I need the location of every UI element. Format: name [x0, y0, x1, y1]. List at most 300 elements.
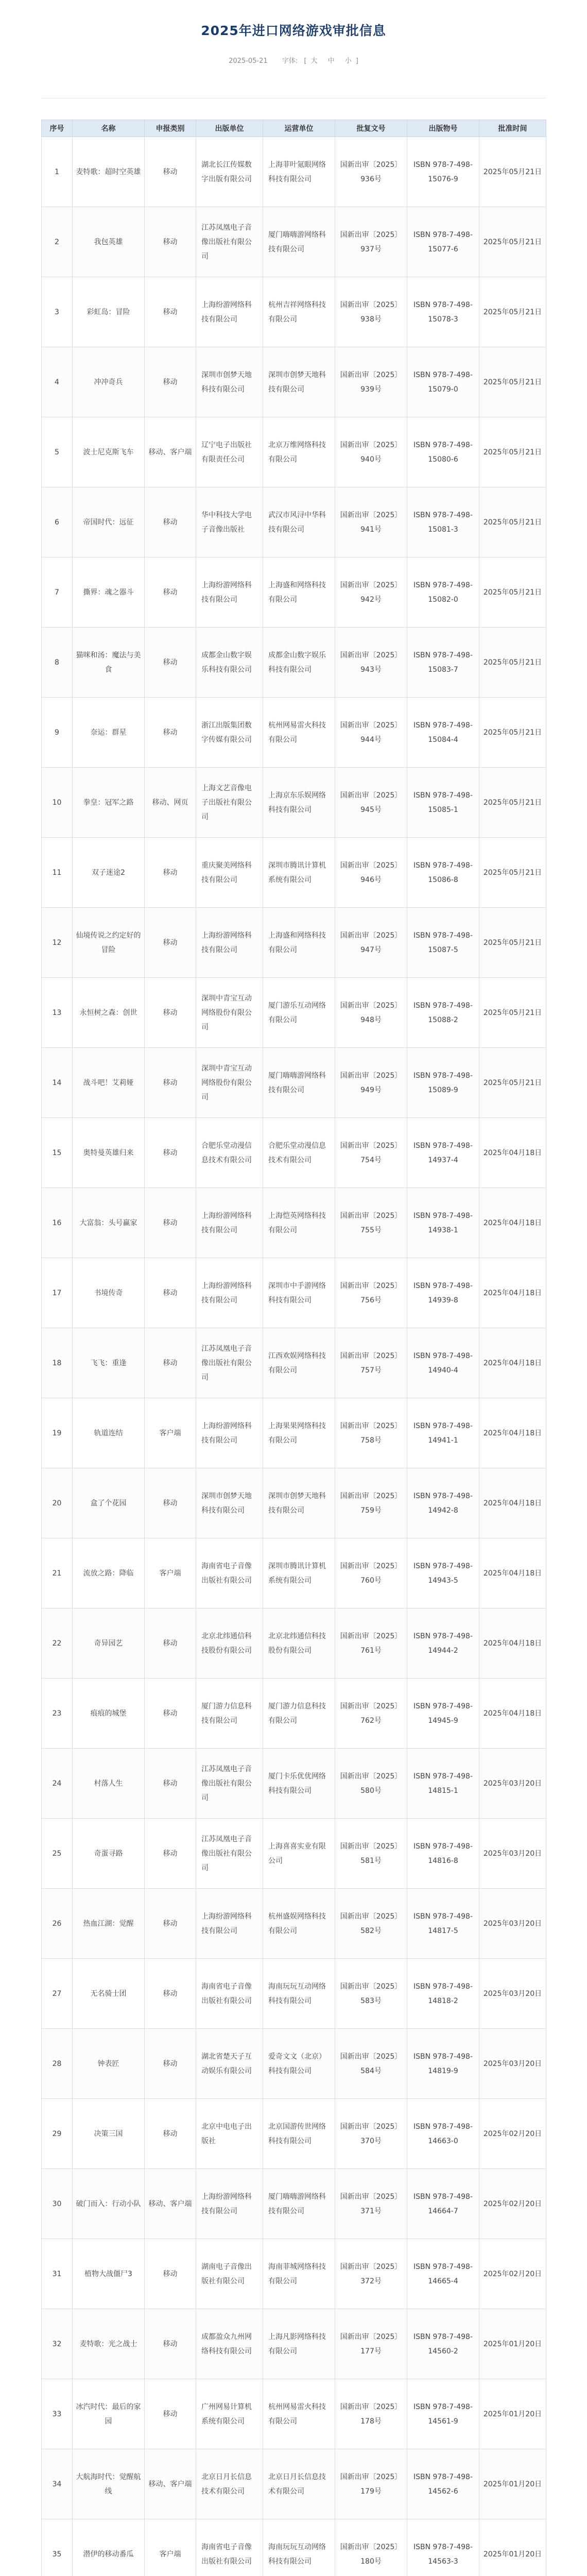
cell-operator: 杭州盛娱网络科技有限公司 [263, 1889, 335, 1959]
table-row [42, 487, 546, 557]
cell-approval-no: 国新出审〔2025〕179号 [335, 2449, 407, 2519]
cell-category: 移动 [145, 557, 196, 628]
cell-publisher: 北京北纬通信科技股份有限公司 [196, 1608, 263, 1679]
cell-operator: 上海凡影网络科技有限公司 [263, 2309, 335, 2379]
cell-date: 2025年05月21日 [479, 698, 546, 768]
cell-name: 猫咪和汤：魔法与美食 [73, 628, 145, 698]
cell-date: 2025年05月21日 [479, 487, 546, 557]
cell-date: 2025年03月20日 [479, 2029, 546, 2099]
cell-category: 移动 [145, 1679, 196, 1749]
cell-operator: 上海京东乐娱网络科技有限公司 [263, 768, 335, 838]
cell-category: 移动 [145, 137, 196, 207]
cell-isbn: ISBN 978-7-498-15089-9 [407, 1048, 479, 1118]
table-row [42, 1118, 546, 1188]
cell-isbn: ISBN 978-7-498-14665-4 [407, 2239, 479, 2309]
cell-isbn: ISBN 978-7-498-14560-2 [407, 2309, 479, 2379]
cell-publisher: 江苏凤凰电子音像出版社有限公司 [196, 207, 263, 277]
cell-publisher: 江苏凤凰电子音像出版社有限公司 [196, 1328, 263, 1398]
cell-index: 7 [42, 557, 73, 628]
cell-date: 2025年01月20日 [479, 2309, 546, 2379]
cell-index: 23 [42, 1679, 73, 1749]
cell-name: 盒了个花园 [73, 1468, 145, 1538]
table-row [42, 2029, 546, 2099]
cell-operator: 海南玩玩互动网络科技有限公司 [263, 1959, 335, 2029]
cell-approval-no: 国新出审〔2025〕760号 [335, 1538, 407, 1608]
cell-approval-no: 国新出审〔2025〕941号 [335, 487, 407, 557]
cell-date: 2025年02月20日 [479, 2239, 546, 2309]
cell-index: 34 [42, 2449, 73, 2519]
cell-approval-no: 国新出审〔2025〕756号 [335, 1258, 407, 1328]
table-row [42, 768, 546, 838]
cell-publisher: 辽宁电子出版社有限责任公司 [196, 417, 263, 487]
cell-isbn: ISBN 978-7-498-14562-6 [407, 2449, 479, 2519]
cell-operator: 深圳市腾讯计算机系统有限公司 [263, 1538, 335, 1608]
cell-operator: 厦门嗨嗨游网络科技有限公司 [263, 2169, 335, 2239]
cell-isbn: ISBN 978-7-498-15079-0 [407, 347, 479, 417]
cell-name: 我包英雄 [73, 207, 145, 277]
table-row [42, 838, 546, 908]
cell-date: 2025年01月20日 [479, 2379, 546, 2449]
cell-date: 2025年04月18日 [479, 1118, 546, 1188]
cell-operator: 深圳市中手游网络科技有限公司 [263, 1258, 335, 1328]
cell-name: 热血江湖：觉醒 [73, 1889, 145, 1959]
cell-operator: 厦门卡乐优优网络科技有限公司 [263, 1749, 335, 1819]
cell-name: 痕痕的城堡 [73, 1679, 145, 1749]
cell-approval-no: 国新出审〔2025〕946号 [335, 838, 407, 908]
cell-publisher: 浙江出版集团数字传媒有限公司 [196, 698, 263, 768]
cell-category: 移动 [145, 2099, 196, 2169]
cell-index: 28 [42, 2029, 73, 2099]
cell-name: 大航海时代：觉醒航线 [73, 2449, 145, 2519]
cell-index: 4 [42, 347, 73, 417]
cell-publisher: 上海纷游网络科技有限公司 [196, 2169, 263, 2239]
table-row [42, 978, 546, 1048]
cell-index: 10 [42, 768, 73, 838]
article-meta [0, 52, 587, 71]
cell-category: 移动 [145, 1819, 196, 1889]
cell-category: 移动 [145, 838, 196, 908]
cell-date: 2025年01月20日 [479, 2519, 546, 2576]
cell-category: 移动 [145, 1258, 196, 1328]
cell-date: 2025年04月18日 [479, 1468, 546, 1538]
cell-approval-no: 国新出审〔2025〕757号 [335, 1328, 407, 1398]
cell-publisher: 江苏凤凰电子音像出版社有限公司 [196, 1819, 263, 1889]
cell-index: 17 [42, 1258, 73, 1328]
table-row [42, 1889, 546, 1959]
cell-isbn: ISBN 978-7-498-15086-8 [407, 838, 479, 908]
cell-publisher: 海南省电子音像出版社有限公司 [196, 2519, 263, 2576]
cell-name: 撕界：魂之器斗 [73, 557, 145, 628]
cell-isbn: ISBN 978-7-498-14816-8 [407, 1819, 479, 1889]
cell-index: 24 [42, 1749, 73, 1819]
cell-name: 流放之路：降临 [73, 1538, 145, 1608]
cell-publisher: 江苏凤凰电子音像出版社有限公司 [196, 1749, 263, 1819]
cell-category: 移动 [145, 1468, 196, 1538]
font-size-label: 字体: [282, 57, 298, 65]
cell-approval-no: 国新出审〔2025〕755号 [335, 1188, 407, 1258]
cell-name: 麦特歌：光之战士 [73, 2309, 145, 2379]
cell-name: 书境传奇 [73, 1258, 145, 1328]
cell-operator: 厦门嗨嗨游网络科技有限公司 [263, 207, 335, 277]
cell-date: 2025年04月18日 [479, 1258, 546, 1328]
header-approval-no: 批复文号 [335, 120, 407, 137]
cell-date: 2025年03月20日 [479, 1819, 546, 1889]
cell-name: 破门而入：行动小队 [73, 2169, 145, 2239]
cell-operator: 北京国游传世网络科技有限公司 [263, 2099, 335, 2169]
publish-date: 2025-05-21 [229, 57, 268, 65]
cell-operator: 北京日月长信息技术有限公司 [263, 2449, 335, 2519]
cell-index: 13 [42, 978, 73, 1048]
font-size-medium[interactable]: 中 [327, 57, 335, 65]
cell-date: 2025年05月21日 [479, 838, 546, 908]
cell-isbn: ISBN 978-7-498-14561-9 [407, 2379, 479, 2449]
table-row [42, 417, 546, 487]
cell-operator: 厦门游力信息科技有限公司 [263, 1679, 335, 1749]
cell-category: 客户端 [145, 1538, 196, 1608]
cell-publisher: 深圳中青宝互动网络股份有限公司 [196, 1048, 263, 1118]
cell-approval-no: 国新出审〔2025〕944号 [335, 698, 407, 768]
cell-category: 移动 [145, 207, 196, 277]
cell-category: 移动 [145, 978, 196, 1048]
cell-publisher: 深圳市创梦天地科技有限公司 [196, 347, 263, 417]
table-row [42, 1608, 546, 1679]
header-date: 批准时间 [479, 120, 546, 137]
cell-approval-no: 国新出审〔2025〕754号 [335, 1118, 407, 1188]
cell-operator: 杭州网易雷火科技有限公司 [263, 698, 335, 768]
cell-category: 移动、客户端 [145, 2449, 196, 2519]
table-row [42, 1819, 546, 1889]
cell-publisher: 成都金山数字娱乐科技有限公司 [196, 628, 263, 698]
table-row [42, 2239, 546, 2309]
cell-index: 21 [42, 1538, 73, 1608]
table-row [42, 207, 546, 277]
cell-date: 2025年04月18日 [479, 1538, 546, 1608]
cell-index: 6 [42, 487, 73, 557]
cell-index: 5 [42, 417, 73, 487]
cell-publisher: 湖北长江传媒数字出版有限公司 [196, 137, 263, 207]
cell-index: 35 [42, 2519, 73, 2576]
table-row [42, 1538, 546, 1608]
table-row [42, 1048, 546, 1118]
cell-name: 双子迷途2 [73, 838, 145, 908]
cell-publisher: 深圳市创梦天地科技有限公司 [196, 1468, 263, 1538]
cell-category: 移动 [145, 2379, 196, 2449]
cell-date: 2025年05月21日 [479, 137, 546, 207]
cell-category: 移动 [145, 2239, 196, 2309]
header-operator: 运营单位 [263, 120, 335, 137]
cell-index: 19 [42, 1398, 73, 1468]
cell-name: 钟表匠 [73, 2029, 145, 2099]
cell-category: 移动 [145, 1608, 196, 1679]
cell-operator: 合肥乐堂动漫信息技术有限公司 [263, 1118, 335, 1188]
cell-isbn: ISBN 978-7-498-15082-0 [407, 557, 479, 628]
cell-name: 拳皇：冠军之路 [73, 768, 145, 838]
cell-index: 33 [42, 2379, 73, 2449]
cell-category: 移动 [145, 347, 196, 417]
table-row [42, 2519, 546, 2576]
cell-publisher: 合肥乐堂动漫信息技术有限公司 [196, 1118, 263, 1188]
cell-isbn: ISBN 978-7-498-14817-5 [407, 1889, 479, 1959]
cell-date: 2025年05月21日 [479, 557, 546, 628]
cell-operator: 上海菲叶氪眼网络科技有限公司 [263, 137, 335, 207]
font-size-switcher: 字体: [ 大 中 小 ] [282, 57, 358, 65]
cell-operator: 杭州吉祥网络科技有限公司 [263, 277, 335, 347]
table-body [42, 137, 546, 2576]
cell-isbn: ISBN 978-7-498-14942-8 [407, 1468, 479, 1538]
cell-publisher: 北京中电电子出版社 [196, 2099, 263, 2169]
cell-category: 移动 [145, 628, 196, 698]
cell-index: 32 [42, 2309, 73, 2379]
cell-approval-no: 国新出审〔2025〕936号 [335, 137, 407, 207]
cell-publisher: 上海纷游网络科技有限公司 [196, 1398, 263, 1468]
cell-publisher: 深圳中青宝互动网络股份有限公司 [196, 978, 263, 1048]
cell-name: 植物大战僵尸3 [73, 2239, 145, 2309]
cell-approval-no: 国新出审〔2025〕580号 [335, 1749, 407, 1819]
cell-approval-no: 国新出审〔2025〕180号 [335, 2519, 407, 2576]
cell-approval-no: 国新出审〔2025〕940号 [335, 417, 407, 487]
cell-name: 仙境传说之约定好的冒险 [73, 908, 145, 978]
cell-index: 15 [42, 1118, 73, 1188]
cell-date: 2025年05月21日 [479, 978, 546, 1048]
cell-name: 战斗吧！艾莉娅 [73, 1048, 145, 1118]
cell-index: 30 [42, 2169, 73, 2239]
cell-approval-no: 国新出审〔2025〕943号 [335, 628, 407, 698]
cell-approval-no: 国新出审〔2025〕761号 [335, 1608, 407, 1679]
cell-publisher: 上海纷游网络科技有限公司 [196, 908, 263, 978]
cell-publisher: 北京日月长信息技术有限公司 [196, 2449, 263, 2519]
cell-category: 移动 [145, 1118, 196, 1188]
cell-date: 2025年05月21日 [479, 417, 546, 487]
cell-approval-no: 国新出审〔2025〕937号 [335, 207, 407, 277]
cell-name: 村落人生 [73, 1749, 145, 1819]
cell-isbn: ISBN 978-7-498-14943-5 [407, 1538, 479, 1608]
cell-index: 1 [42, 137, 73, 207]
cell-operator: 厦门游乐互动网络有限公司 [263, 978, 335, 1048]
cell-publisher: 厦门游力信息科技有限公司 [196, 1679, 263, 1749]
cell-name: 决策三国 [73, 2099, 145, 2169]
cell-date: 2025年04月18日 [479, 1328, 546, 1398]
cell-publisher: 上海纷游网络科技有限公司 [196, 557, 263, 628]
cell-isbn: ISBN 978-7-498-14940-4 [407, 1328, 479, 1398]
cell-approval-no: 国新出审〔2025〕178号 [335, 2379, 407, 2449]
table-header-row [42, 120, 546, 137]
cell-isbn: ISBN 978-7-498-15078-3 [407, 277, 479, 347]
table-row [42, 1749, 546, 1819]
cell-date: 2025年02月20日 [479, 2169, 546, 2239]
cell-operator: 深圳市腾讯计算机系统有限公司 [263, 838, 335, 908]
cell-isbn: ISBN 978-7-498-14937-4 [407, 1118, 479, 1188]
cell-category: 移动 [145, 1328, 196, 1398]
cell-isbn: ISBN 978-7-498-14945-9 [407, 1679, 479, 1749]
cell-approval-no: 国新出审〔2025〕938号 [335, 277, 407, 347]
table-row [42, 1398, 546, 1468]
table-row [42, 557, 546, 628]
cell-category: 移动 [145, 908, 196, 978]
approval-table [41, 120, 546, 2576]
table-row [42, 1679, 546, 1749]
cell-index: 3 [42, 277, 73, 347]
cell-approval-no: 国新出审〔2025〕947号 [335, 908, 407, 978]
cell-date: 2025年03月20日 [479, 1889, 546, 1959]
cell-isbn: ISBN 978-7-498-14941-1 [407, 1398, 479, 1468]
cell-isbn: ISBN 978-7-498-14815-1 [407, 1749, 479, 1819]
cell-name: 潜伊的移动番瓜 [73, 2519, 145, 2576]
table-row [42, 1258, 546, 1328]
cell-name: 奇蛋寻路 [73, 1819, 145, 1889]
cell-operator: 海南菲城网络科技有限公司 [263, 2239, 335, 2309]
cell-isbn: ISBN 978-7-498-14938-1 [407, 1188, 479, 1258]
cell-date: 2025年03月20日 [479, 1749, 546, 1819]
cell-publisher: 上海纷游网络科技有限公司 [196, 277, 263, 347]
cell-operator: 爱奇文文（北京）科技有限公司 [263, 2029, 335, 2099]
cell-name: 大富翁：头号赢家 [73, 1188, 145, 1258]
cell-date: 2025年05月21日 [479, 207, 546, 277]
table-row [42, 137, 546, 207]
cell-approval-no: 国新出审〔2025〕584号 [335, 2029, 407, 2099]
cell-publisher: 成都盈众九州网络科技有限公司 [196, 2309, 263, 2379]
header-category: 申报类别 [145, 120, 196, 137]
cell-publisher: 湖北省楚天子互动娱乐有限公司 [196, 2029, 263, 2099]
header-index: 序号 [42, 120, 73, 137]
cell-name: 轨道连结 [73, 1398, 145, 1468]
cell-approval-no: 国新出审〔2025〕370号 [335, 2099, 407, 2169]
cell-isbn: ISBN 978-7-498-14563-3 [407, 2519, 479, 2576]
cell-index: 26 [42, 1889, 73, 1959]
cell-approval-no: 国新出审〔2025〕948号 [335, 978, 407, 1048]
cell-category: 移动 [145, 1749, 196, 1819]
cell-category: 移动 [145, 698, 196, 768]
cell-approval-no: 国新出审〔2025〕762号 [335, 1679, 407, 1749]
cell-publisher: 湖南电子音像出版社有限公司 [196, 2239, 263, 2309]
cell-approval-no: 国新出审〔2025〕949号 [335, 1048, 407, 1118]
cell-date: 2025年05月21日 [479, 768, 546, 838]
cell-publisher: 上海纷游网络科技有限公司 [196, 1889, 263, 1959]
cell-name: 奥特曼英雄归来 [73, 1118, 145, 1188]
cell-index: 2 [42, 207, 73, 277]
cell-name: 波士尼克斯飞车 [73, 417, 145, 487]
cell-operator: 江西欢娱网络科技有限公司 [263, 1328, 335, 1398]
cell-operator: 上海喜喜实业有限公司 [263, 1819, 335, 1889]
cell-index: 11 [42, 838, 73, 908]
cell-operator: 上海恺英网络科技有限公司 [263, 1188, 335, 1258]
cell-date: 2025年04月18日 [479, 1679, 546, 1749]
table-row [42, 908, 546, 978]
cell-approval-no: 国新出审〔2025〕581号 [335, 1819, 407, 1889]
cell-index: 16 [42, 1188, 73, 1258]
cell-category: 移动 [145, 1959, 196, 2029]
cell-date: 2025年05月21日 [479, 277, 546, 347]
cell-isbn: ISBN 978-7-498-15076-9 [407, 137, 479, 207]
cell-date: 2025年05月21日 [479, 628, 546, 698]
cell-category: 移动 [145, 487, 196, 557]
cell-operator: 北京北纬通信科技股份有限公司 [263, 1608, 335, 1679]
cell-category: 移动 [145, 1188, 196, 1258]
cell-index: 22 [42, 1608, 73, 1679]
cell-operator: 杭州网易雷火科技有限公司 [263, 2379, 335, 2449]
header-isbn: 出版物号 [407, 120, 479, 137]
cell-isbn: ISBN 978-7-498-14664-7 [407, 2169, 479, 2239]
cell-operator: 上海盛和网络科技有限公司 [263, 908, 335, 978]
header-publisher: 出版单位 [196, 120, 263, 137]
table-row [42, 2309, 546, 2379]
cell-approval-no: 国新出审〔2025〕371号 [335, 2169, 407, 2239]
cell-publisher: 上海纷游网络科技有限公司 [196, 1188, 263, 1258]
cell-date: 2025年05月21日 [479, 908, 546, 978]
cell-date: 2025年05月21日 [479, 1048, 546, 1118]
cell-index: 18 [42, 1328, 73, 1398]
cell-name: 麦特歌：超时空英雄 [73, 137, 145, 207]
cell-index: 20 [42, 1468, 73, 1538]
cell-isbn: ISBN 978-7-498-15081-3 [407, 487, 479, 557]
page-title: 2025年进口网络游戏审批信息 [201, 23, 386, 38]
cell-operator: 成都金山数字娱乐科技有限公司 [263, 628, 335, 698]
cell-name: 冰汽时代：最后的家园 [73, 2379, 145, 2449]
font-size-small[interactable]: 小 [344, 57, 352, 65]
cell-publisher: 海南省电子音像出版社有限公司 [196, 1538, 263, 1608]
table-row [42, 698, 546, 768]
cell-category: 移动、客户端 [145, 2169, 196, 2239]
cell-category: 移动 [145, 2029, 196, 2099]
cell-date: 2025年03月20日 [479, 1959, 546, 2029]
cell-approval-no: 国新出审〔2025〕758号 [335, 1398, 407, 1468]
cell-publisher: 上海文艺音像电子出版社有限公司 [196, 768, 263, 838]
cell-approval-no: 国新出审〔2025〕372号 [335, 2239, 407, 2309]
cell-approval-no: 国新出审〔2025〕939号 [335, 347, 407, 417]
cell-operator: 海南玩玩互动网络科技有限公司 [263, 2519, 335, 2576]
cell-publisher: 重庆聚美网络科技有限公司 [196, 838, 263, 908]
cell-isbn: ISBN 978-7-498-14663-0 [407, 2099, 479, 2169]
cell-approval-no: 国新出审〔2025〕177号 [335, 2309, 407, 2379]
cell-operator: 上海果果网络科技有限公司 [263, 1398, 335, 1468]
cell-index: 31 [42, 2239, 73, 2309]
cell-operator: 上海盛和网络科技有限公司 [263, 557, 335, 628]
table-row [42, 277, 546, 347]
cell-category: 移动、网页 [145, 768, 196, 838]
cell-isbn: ISBN 978-7-498-15080-6 [407, 417, 479, 487]
cell-isbn: ISBN 978-7-498-15077-6 [407, 207, 479, 277]
cell-publisher: 广州网易计算机系统有限公司 [196, 2379, 263, 2449]
cell-name: 彩虹岛：冒险 [73, 277, 145, 347]
cell-operator: 深圳市创梦天地科技有限公司 [263, 1468, 335, 1538]
cell-category: 移动、客户端 [145, 417, 196, 487]
cell-operator: 北京万维网络科技有限公司 [263, 417, 335, 487]
cell-category: 移动 [145, 1889, 196, 1959]
cell-name: 冲冲奇兵 [73, 347, 145, 417]
cell-index: 27 [42, 1959, 73, 2029]
cell-date: 2025年04月18日 [479, 1188, 546, 1258]
cell-date: 2025年04月18日 [479, 1398, 546, 1468]
cell-operator: 厦门嗨嗨游网络科技有限公司 [263, 1048, 335, 1118]
table-row [42, 1959, 546, 2029]
cell-operator: 武汉市风浔中华科技有限公司 [263, 487, 335, 557]
cell-date: 2025年02月20日 [479, 2099, 546, 2169]
header-name: 名称 [73, 120, 145, 137]
cell-isbn: ISBN 978-7-498-15085-1 [407, 768, 479, 838]
font-size-large[interactable]: 大 [310, 57, 318, 65]
cell-approval-no: 国新出审〔2025〕583号 [335, 1959, 407, 2029]
cell-isbn: ISBN 978-7-498-15087-5 [407, 908, 479, 978]
cell-date: 2025年04月18日 [479, 1608, 546, 1679]
table-row [42, 347, 546, 417]
cell-isbn: ISBN 978-7-498-14818-2 [407, 1959, 479, 2029]
cell-name: 帝国时代：远征 [73, 487, 145, 557]
cell-index: 14 [42, 1048, 73, 1118]
cell-publisher: 华中科技大学电子音像出版社 [196, 487, 263, 557]
cell-approval-no: 国新出审〔2025〕942号 [335, 557, 407, 628]
cell-index: 9 [42, 698, 73, 768]
cell-index: 25 [42, 1819, 73, 1889]
cell-category: 客户端 [145, 1398, 196, 1468]
